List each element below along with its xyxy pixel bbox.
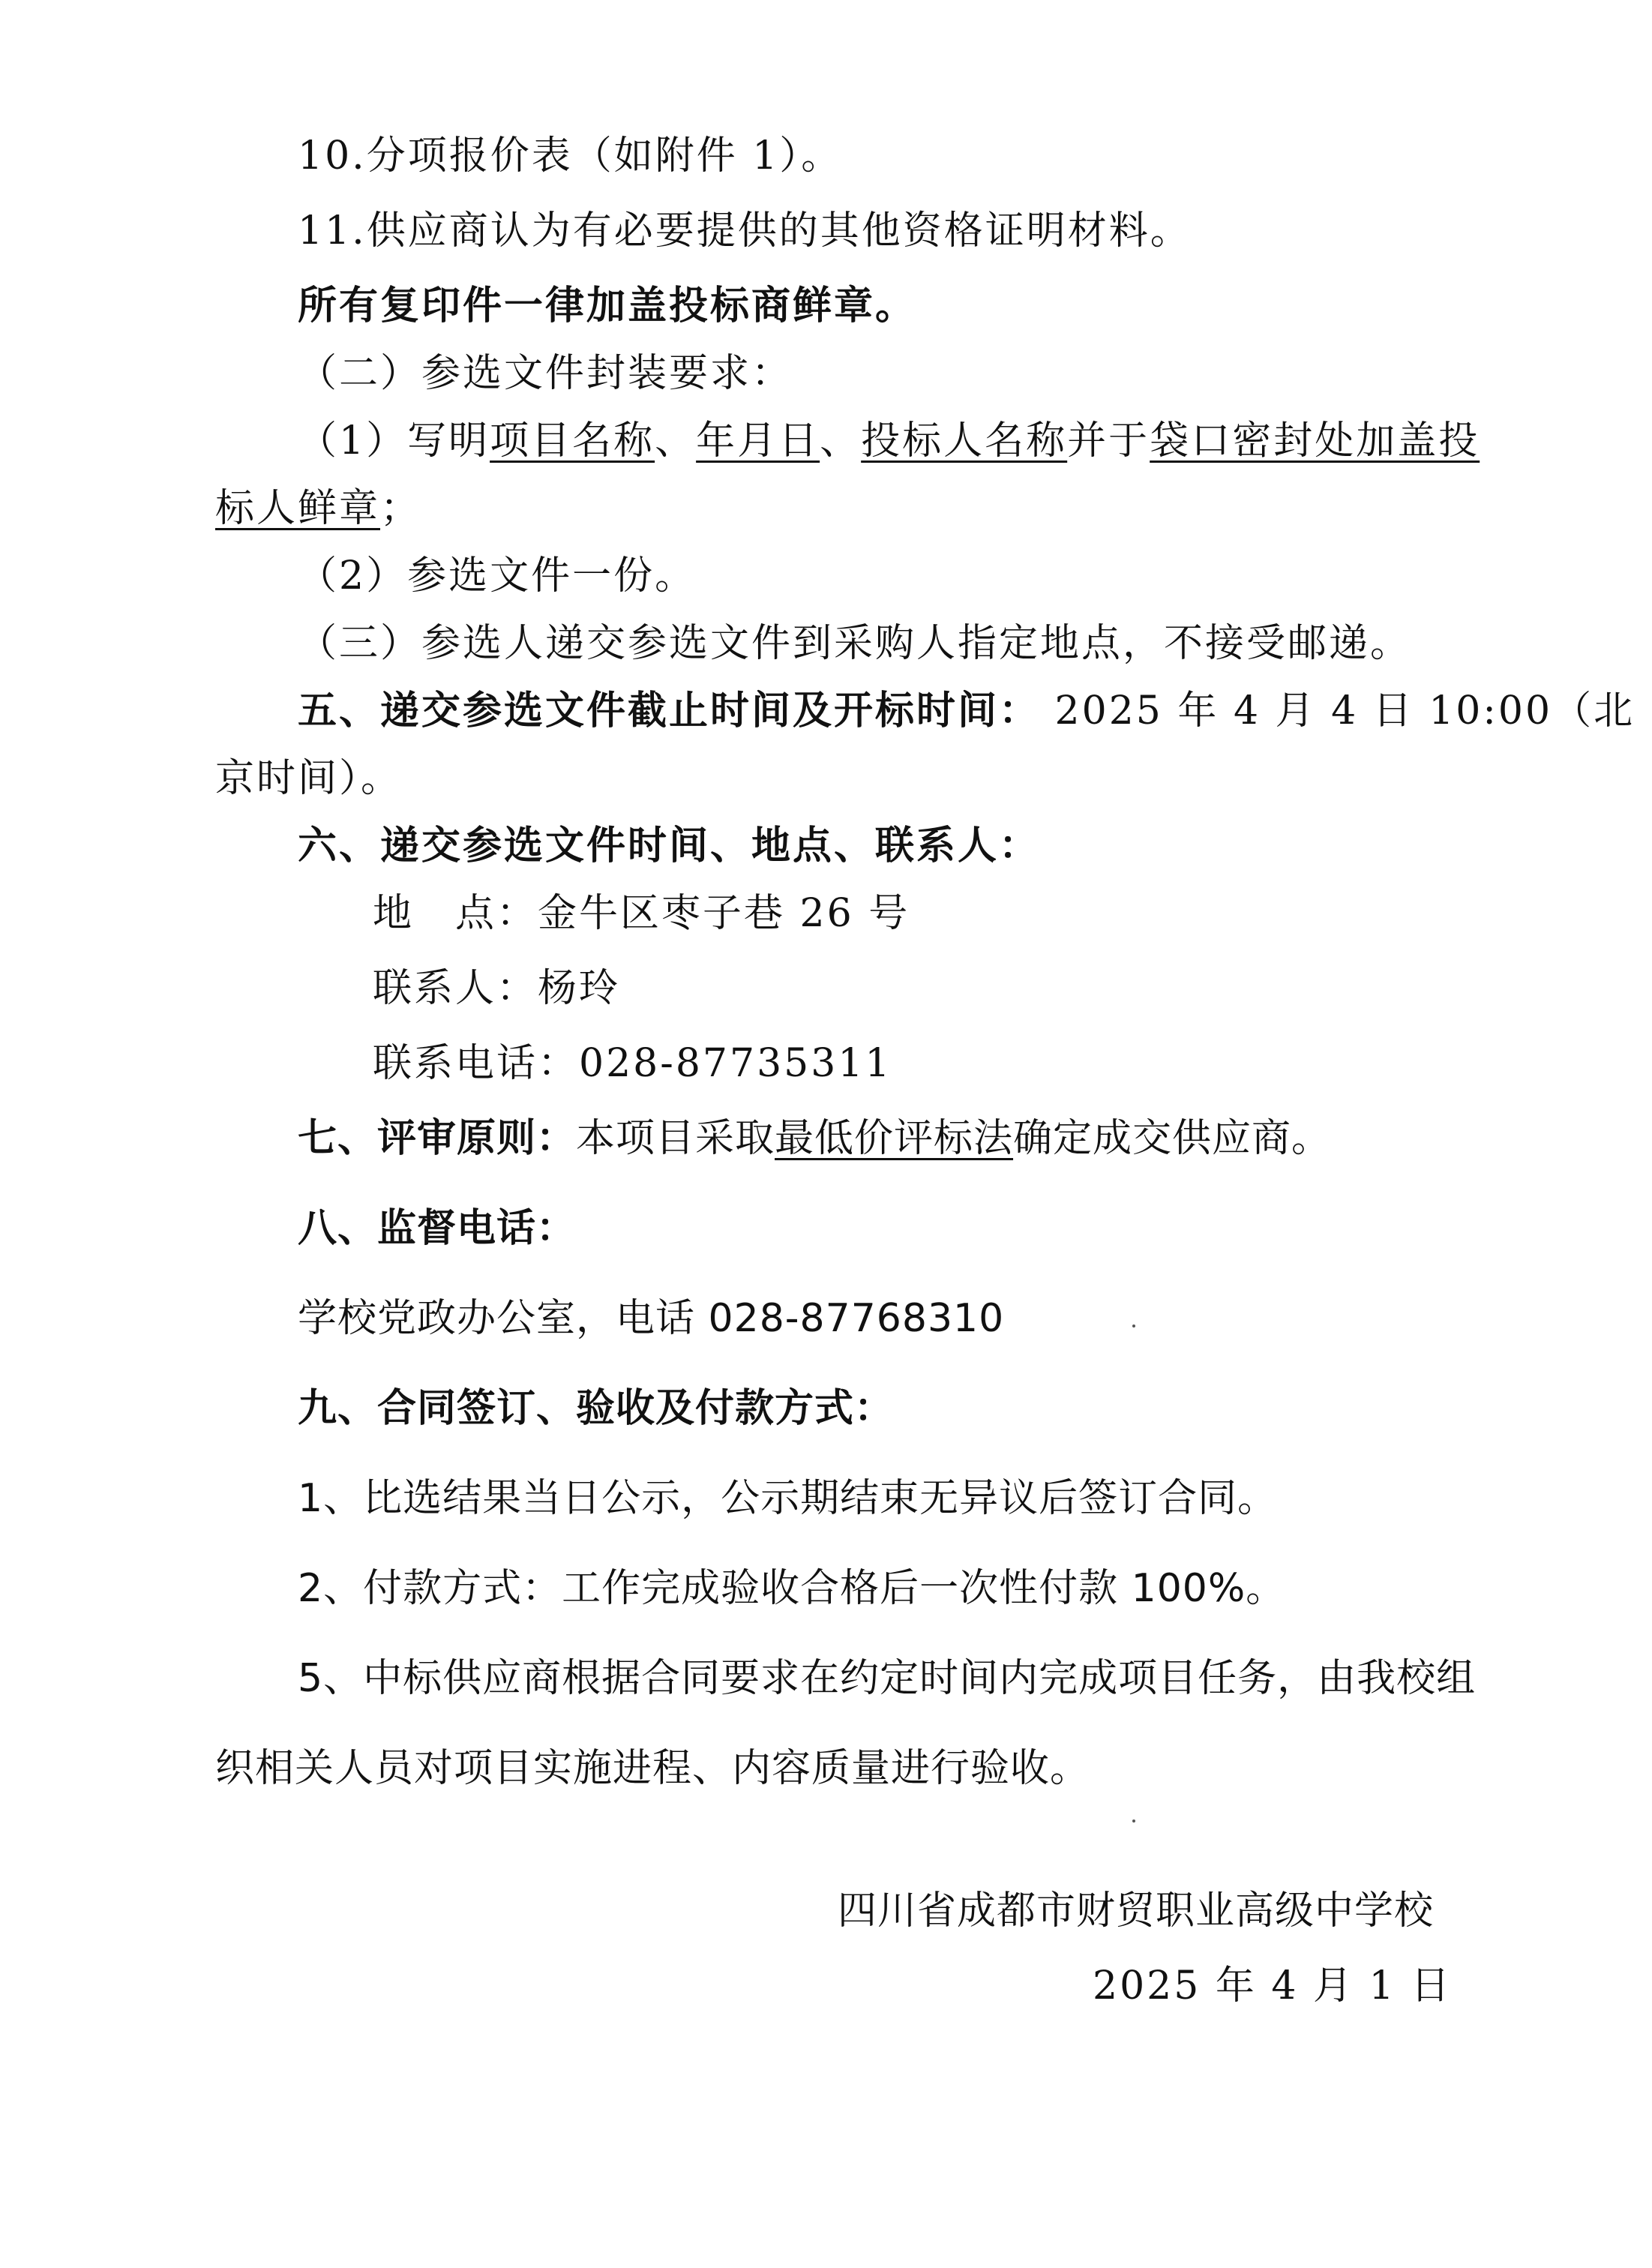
phone-value: 028-87735311 xyxy=(579,1041,892,1086)
packaging-item-1-prefix: （1）写明 xyxy=(298,418,490,464)
packaging-heading: （二）参选文件封装要求： xyxy=(298,351,793,396)
underline-project-name: 项目名称 xyxy=(490,418,655,464)
review-text-end: 确定成交供应商。 xyxy=(1013,1116,1332,1161)
deadline-heading: 五、递交参选文件截止时间及开标时间： xyxy=(298,688,1041,734)
seal-note: 所有复印件一律加盖投标商鲜章。 xyxy=(298,283,917,328)
packaging-item-1-cont xyxy=(215,486,421,531)
signature-date: 2025 年 4 月 1 日 xyxy=(1093,1964,1453,2008)
location-label: 地 点： xyxy=(373,891,538,936)
supervision-text: 学校党政办公室，电话 028-87768310 xyxy=(298,1296,1005,1341)
underline-seal-location: 袋口密封处加盖投 xyxy=(1150,418,1480,464)
deadline-line xyxy=(298,688,1635,734)
deadline-value: 2025 年 4 月 4 日 10:00（北 xyxy=(1040,688,1636,734)
phone-label: 联系电话： xyxy=(373,1041,580,1086)
contract-heading: 九、合同签订、验收及付款方式： xyxy=(298,1386,895,1431)
contract-item-5: 5、中标供应商根据合同要求在约定时间内完成项目任务，由我校组 xyxy=(298,1656,1477,1701)
separator: 、 xyxy=(655,418,697,464)
scan-speck xyxy=(1132,1820,1135,1822)
signature-org: 四川省成都市财贸职业高级中学校 xyxy=(838,1888,1435,1934)
review-line xyxy=(298,1116,1331,1161)
packaging-item-2: （2）参选文件一份。 xyxy=(298,554,697,598)
scan-speck xyxy=(1132,1324,1135,1328)
submission-heading: 六、递交参选文件时间、地点、联系人： xyxy=(298,823,1041,868)
contact-row xyxy=(373,966,620,1011)
underline-seal-location-cont: 标人鲜章 xyxy=(215,486,381,531)
contract-item-2: 2、付款方式：工作完成验收合格后一次性付款 100%。 xyxy=(298,1566,1286,1611)
review-method: 最低价评标法 xyxy=(775,1116,1014,1161)
supervision-heading: 八、监督电话： xyxy=(298,1206,577,1251)
location-value: 金牛区枣子巷 26 号 xyxy=(538,891,910,936)
contact-value: 杨玲 xyxy=(538,966,621,1011)
packaging-item-1 xyxy=(298,418,1480,464)
packaging-item-1-end: ； xyxy=(380,486,422,531)
packaging-item-3: （三）参选人递交参选文件到采购人指定地点，不接受邮递。 xyxy=(298,621,1412,666)
separator: 、 xyxy=(820,418,862,464)
contact-label: 联系人： xyxy=(373,966,538,1011)
phone-row xyxy=(373,1041,892,1086)
underline-date: 年月日 xyxy=(696,418,820,464)
contract-item-1: 1、比选结果当日公示，公示期结束无异议后签订合同。 xyxy=(298,1476,1278,1521)
review-text: 本项目采取 xyxy=(576,1116,775,1161)
contract-item-5-cont: 织相关人员对项目实施进程、内容质量进行验收。 xyxy=(215,1746,1090,1791)
location-row xyxy=(373,891,910,936)
item-10: 10.分项报价表（如附件 1）。 xyxy=(298,134,843,178)
item-11: 11.供应商认为有必要提供的其他资格证明材料。 xyxy=(298,208,1192,254)
review-heading: 七、评审原则： xyxy=(298,1116,577,1161)
underline-bidder-name: 投标人名称 xyxy=(861,418,1068,464)
deadline-value-cont: 京时间）。 xyxy=(215,756,403,801)
packaging-item-1-mid: 并于 xyxy=(1067,418,1150,464)
